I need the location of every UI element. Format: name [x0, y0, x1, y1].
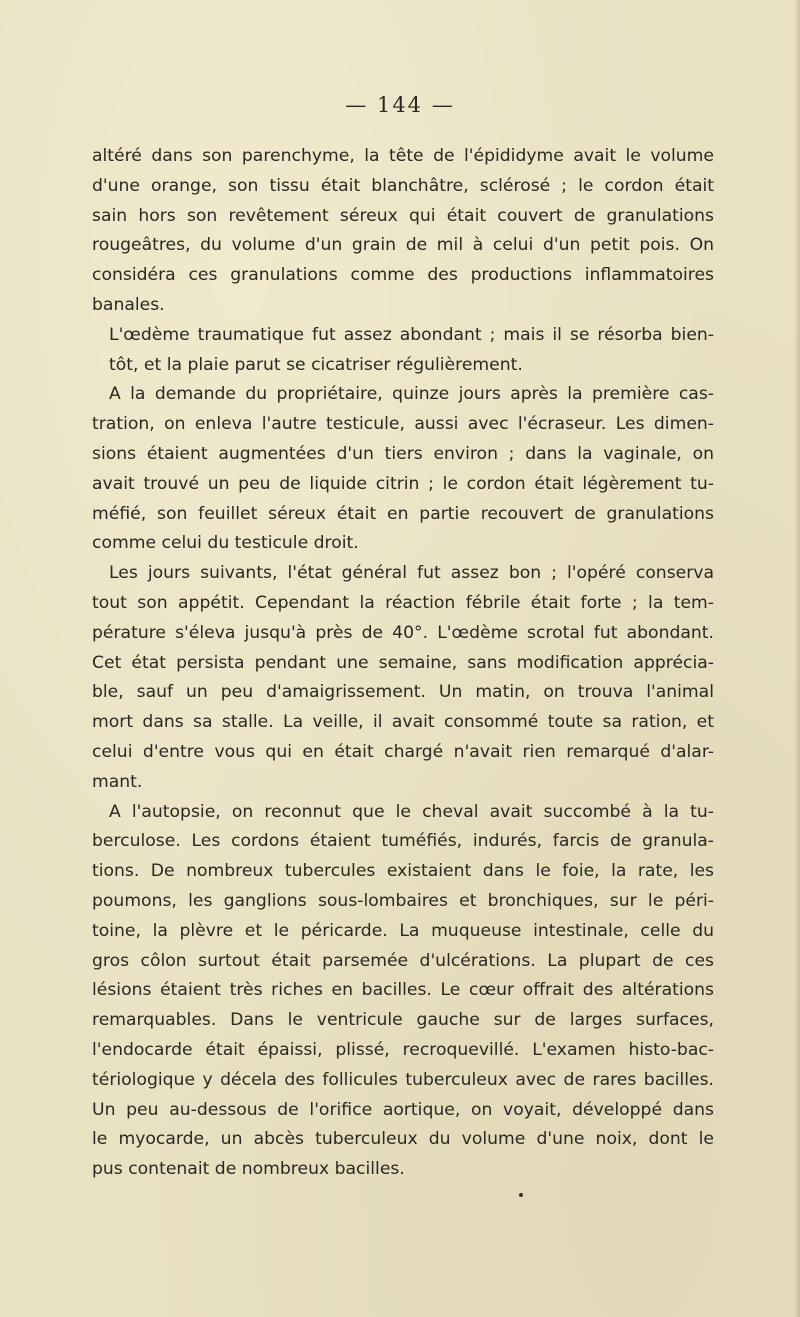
- text-line: considéra ces granulations comme des productions inflammatoires: [92, 265, 714, 286]
- text-line: ble, sauf un peu d'amaigrissement. Un matin, on trouva l'animal: [92, 682, 714, 703]
- paragraph: [92, 142, 714, 321]
- paragraph: [92, 380, 714, 559]
- text-line: pus contenait de nombreux bacilles.: [92, 1159, 405, 1180]
- text-line: lésions étaient très riches en bacilles. Le cœur offrait des altérations: [92, 980, 714, 1001]
- text-line: Cet état persista pendant une semaine, sans modification apprécia-: [92, 652, 714, 673]
- text-line: berculose. Les cordons étaient tuméfiés, indurés, farcis de granula-: [92, 831, 714, 852]
- text-line: poumons, les ganglions sous-lombaires et bronchiques, sur le péri-: [92, 890, 714, 911]
- text-line: Un peu au-dessous de l'orifice aortique, on voyait, développé dans: [92, 1099, 714, 1120]
- text-line: l'endocarde était épaissi, plissé, recroquevillé. L'examen histo-bac-: [92, 1039, 714, 1060]
- text-line: tions. De nombreux tubercules existaient dans le foie, la rate, les: [92, 861, 714, 882]
- text-line: mort dans sa stalle. La veille, il avait consommé toute sa ration, et: [92, 712, 714, 733]
- text-line: banales.: [92, 294, 165, 315]
- text-line: mant.: [92, 771, 143, 792]
- text-line: L'œdème traumatique fut assez abondant ; mais il se résorba bien-: [109, 324, 714, 345]
- text-line: avait trouvé un peu de liquide citrin ; le cordon était légèrement tu-: [92, 473, 714, 494]
- text-line: altéré dans son parenchyme, la tête de l'épididyme avait le volume: [92, 146, 714, 166]
- paragraph: [92, 321, 714, 381]
- paragraph: [92, 559, 714, 797]
- text-line: Les jours suivants, l'état général fut assez bon ; l'opéré conserva: [109, 563, 714, 584]
- text-line: pérature s'éleva jusqu'à près de 40°. L'œdème scrotal fut abondant.: [92, 622, 714, 643]
- text-line: sions étaient augmentées d'un tiers environ ; dans la vaginale, on: [92, 443, 714, 464]
- text-line: tériologique y décela des follicules tuberculeux avec de rares bacilles.: [92, 1069, 714, 1090]
- text-line: sain hors son revêtement séreux qui était couvert de granulations: [92, 205, 714, 226]
- text-line: remarquables. Dans le ventricule gauche sur de larges surfaces,: [92, 1010, 714, 1031]
- text-line: méfié, son feuillet séreux était en partie recouvert de granulations: [92, 503, 714, 524]
- page-edge-shadow: [794, 0, 800, 1317]
- text-line: d'une orange, son tissu était blanchâtre, sclérosé ; le cordon était: [92, 175, 714, 196]
- text-line: rougeâtres, du volume d'un grain de mil à celui d'un petit pois. On: [92, 235, 714, 256]
- paragraph: [92, 798, 714, 1185]
- page-number: — 144 —: [345, 93, 455, 117]
- text-line: A l'autopsie, on reconnut que le cheval avait succombé à la tu-: [109, 801, 714, 822]
- text-line: A la demande du propriétaire, quinze jours après la première cas-: [109, 384, 714, 405]
- text-line: tration, on enleva l'autre testicule, aussi avec l'écraseur. Les dimen-: [92, 414, 714, 435]
- text-line: tôt, et la plaie parut se cicatriser régulièrement.: [109, 354, 523, 375]
- text-line: toine, la plèvre et le péricarde. La muqueuse intestinale, celle du: [92, 920, 714, 941]
- text-line: le myocarde, un abcès tuberculeux du volume d'une noix, dont le: [92, 1129, 714, 1150]
- text-line: comme celui du testicule droit.: [92, 533, 359, 554]
- body-text: [92, 142, 714, 1185]
- text-line: celui d'entre vous qui en était chargé n'avait rien remarqué d'alar-: [92, 741, 714, 762]
- text-line: gros côlon surtout était parsemée d'ulcérations. La plupart de ces: [92, 950, 714, 971]
- text-line: tout son appétit. Cependant la réaction fébrile était forte ; la tem-: [92, 592, 714, 613]
- ink-speck: [519, 1193, 523, 1197]
